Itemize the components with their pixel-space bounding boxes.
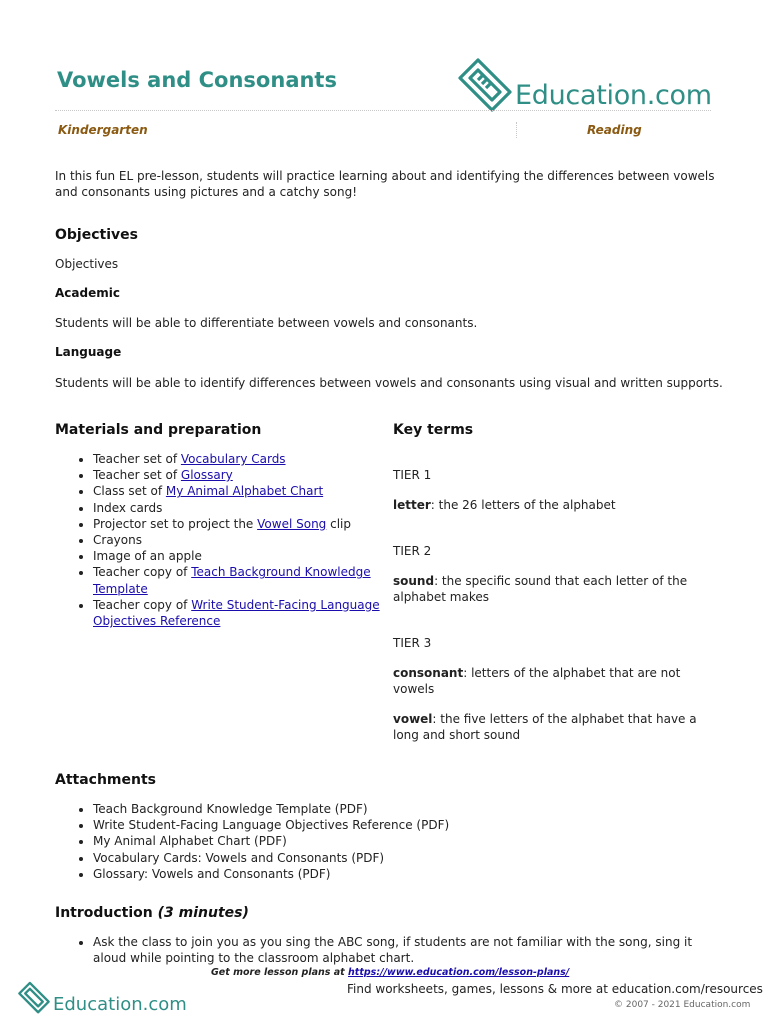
key-terms-heading: Key terms <box>393 422 474 438</box>
key-term-sound: sound: the specific sound that each letter of the alphabet makes <box>393 574 688 604</box>
footer-tagline: Find worksheets, games, lessons & more at education.com/resources <box>347 982 763 996</box>
list-item: • Image of an apple <box>93 548 380 564</box>
list-item: • Teacher copy of Write Student-Facing Language Objectives Reference <box>93 597 380 629</box>
more-lesson-plans: Get more lesson plans at https://www.education.com/lesson-plans/ <box>211 967 570 978</box>
attachment-item[interactable]: • Write Student-Facing Language Objectives Reference (PDF) <box>93 817 715 833</box>
list-item: • Teacher set of Glossary <box>93 467 380 483</box>
materials-list-container <box>55 451 380 629</box>
lesson-plans-link[interactable]: https://www.education.com/lesson-plans/ <box>348 967 570 978</box>
page-title: Vowels and Consonants <box>57 68 337 92</box>
academic-objective: Students will be able to differentiate between vowels and consonants. <box>55 316 478 330</box>
language-objectives-reference-link[interactable]: Write Student-Facing Language Objectives Reference <box>93 597 380 629</box>
logo-wordmark: Education.com <box>515 80 712 111</box>
list-item: • Teacher set of Vocabulary Cards <box>93 451 380 467</box>
copyright: © 2007 - 2021 Education.com <box>614 1000 751 1010</box>
objectives-label: Objectives <box>55 257 119 271</box>
attachment-item[interactable]: • Glossary: Vowels and Consonants (PDF) <box>93 866 715 882</box>
lesson-intro: In this fun EL pre-lesson, students will practice learning about and identifying the differences between vowels and consonants using pictures and a catchy song! <box>55 169 715 199</box>
materials-heading: Materials and preparation <box>55 422 262 438</box>
introduction-heading: Introduction (3 minutes) <box>55 905 249 921</box>
introduction-duration: (3 minutes) <box>157 905 249 921</box>
list-item: • Teacher copy of Teach Background Knowledge Template <box>93 564 380 596</box>
education-logo-icon <box>456 56 514 112</box>
footer-logo-wordmark: Education.com <box>53 994 187 1015</box>
tier-3-label: TIER 3 <box>393 636 432 650</box>
attachments-list <box>55 801 715 882</box>
vowel-song-link[interactable]: Vowel Song <box>257 516 327 531</box>
attachment-item[interactable]: • Vocabulary Cards: Vowels and Consonants (PDF) <box>93 850 715 866</box>
tier-1-label: TIER 1 <box>393 468 432 482</box>
footer-education-logo[interactable] <box>17 980 187 1016</box>
language-objective: Students will be able to identify differences between vowels and consonants using visual and written supports. <box>55 376 723 390</box>
list-item: • Crayons <box>93 532 380 548</box>
meta-divider <box>516 122 517 138</box>
introduction-list <box>55 934 720 966</box>
animal-alphabet-chart-link[interactable]: My Animal Alphabet Chart <box>165 484 324 499</box>
list-item: • Class set of My Animal Alphabet Chart <box>93 483 380 499</box>
attachments-list-container <box>55 801 715 882</box>
key-term-vowel: vowel: the five letters of the alphabet that have a long and short sound <box>393 712 697 742</box>
language-heading: Language <box>55 345 122 359</box>
attachment-item[interactable]: • Teach Background Knowledge Template (PDF) <box>93 801 715 817</box>
glossary-link[interactable]: Glossary <box>180 468 233 483</box>
key-term-consonant: consonant: letters of the alphabet that are not vowels <box>393 666 681 696</box>
attachments-heading: Attachments <box>55 772 157 788</box>
subject-label: Reading <box>587 123 642 137</box>
materials-list <box>55 451 380 629</box>
key-term-letter: letter: the 26 letters of the alphabet <box>393 498 616 512</box>
education-logo-icon <box>17 980 51 1014</box>
vocabulary-cards-link[interactable]: Vocabulary Cards <box>180 452 286 466</box>
academic-heading: Academic <box>55 286 120 300</box>
tier-2-label: TIER 2 <box>393 544 432 558</box>
list-item: • Index cards <box>93 500 380 516</box>
introduction-list-container <box>55 934 720 966</box>
attachment-item[interactable]: • My Animal Alphabet Chart (PDF) <box>93 833 715 849</box>
list-item: • Ask the class to join you as you sing the ABC song, if students are not familiar with the song, sing it aloud while pointing to the classroom alphabet chart. <box>93 934 720 966</box>
grade-label: Kindergarten <box>58 123 148 137</box>
list-item: • Projector set to project the Vowel Song clip <box>93 516 380 532</box>
background-knowledge-template-link[interactable]: Teach Background Knowledge Template <box>93 565 371 596</box>
objectives-heading: Objectives <box>55 227 138 243</box>
header-divider <box>55 110 711 111</box>
